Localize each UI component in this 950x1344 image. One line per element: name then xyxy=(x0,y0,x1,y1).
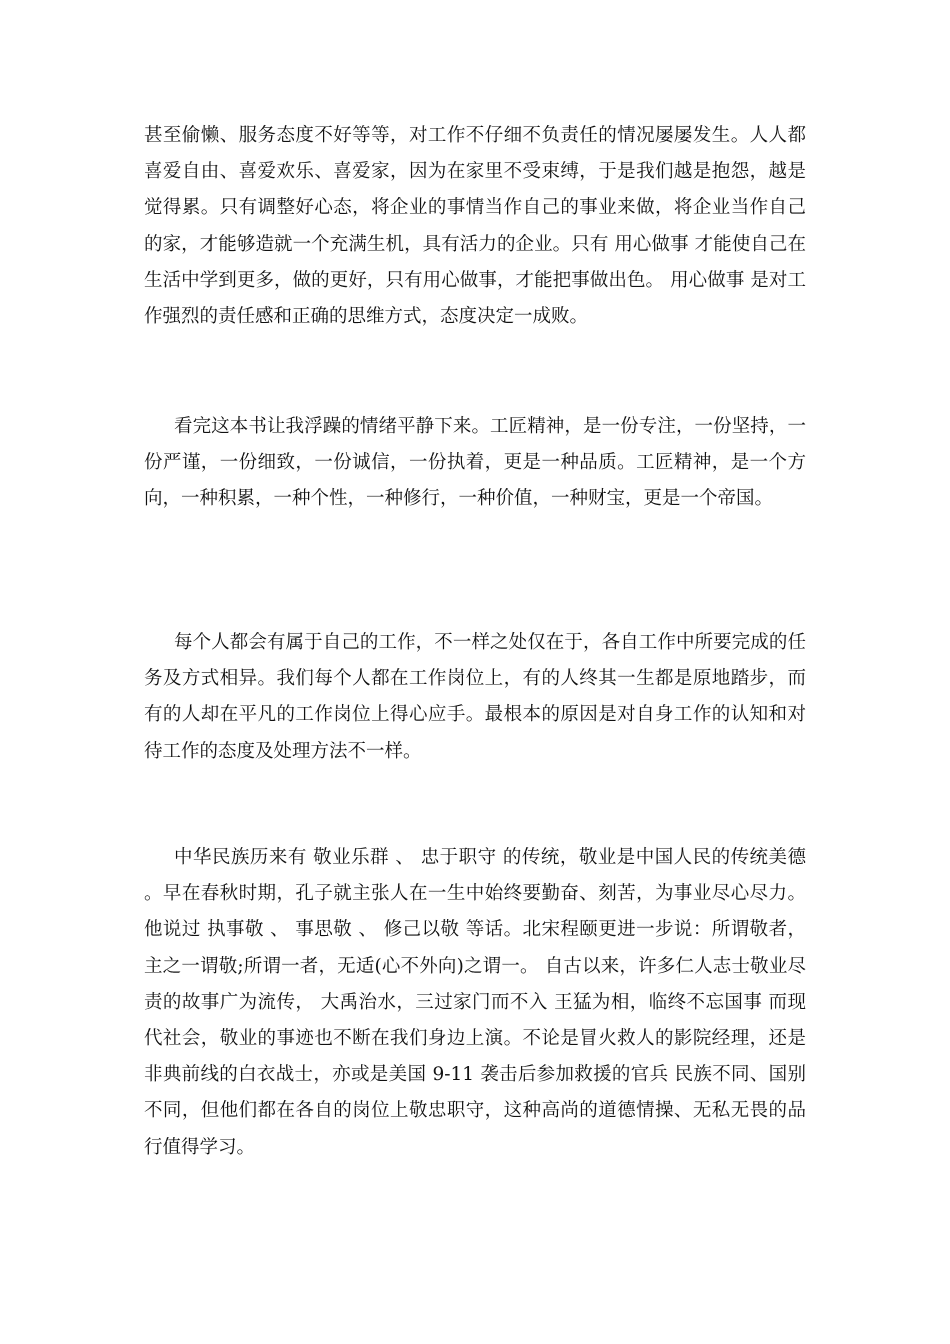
paragraph-3: 每个人都会有属于自己的工作，不一样之处仅在于，各自工作中所要完成的任务及方式相异。我们每个人都在工作岗位上，有的人终其一生都是原地踏步，而有的人却在平凡的工作岗位上得心应手。最根本的原因是对自身工作的认知和对待工作的态度及处理方法不一样。 xyxy=(144,632,806,762)
paragraph-1: 甚至偷懒、服务态度不好等等，对工作不仔细不负责任的情况屡屡发生。人人都喜爱自由、喜爱欢乐、喜爱家，因为在家里不受束缚，于是我们越是抱怨，越是觉得累。只有调整好心态，将企业的事情当作自己的事业来做，将企业当作自己的家，才能够造就一个充满生机，具有活力的企业。只有 用心做事 才能使自己在生活中学到更多，做的更好，只有用心做事，才能把事做出色。 用心做事 是对工作强烈的责任感和正确的思维方式，态度决定一成败。 xyxy=(144,125,806,328)
paragraph-2: 看完这本书让我浮躁的情绪平静下来。工匠精神，是一份专注，一份坚持，一份严谨，一份细致，一份诚信，一份执着，更是一种品质。工匠精神，是一个方向，一种积累，一种个性，一种修行，一种价值，一种财宝，更是一个帝国。 xyxy=(144,416,806,510)
paragraph-4: 中华民族历来有 敬业乐群 、 忠于职守 的传统，敬业是中国人民的传统美德。早在春秋时期，孔子就主张人在一生中始终要勤奋、刻苦，为事业尽心尽力。他说过 执事敬 、 事思敬 、 修己以敬 等话。北宋程颐更进一步说：所谓敬者，主之一谓敬;所谓一者，无适(心不外向)之谓一。 自古以来，许多仁人志士敬业尽责的故事广为流传， 大禹治水，三过家门而不入 王猛为相，临终不忘国事 而现代社会，敬业的事迹也不断在我们身边上演。不论是冒火救人的影院经理，还是非典前线的白衣战士，亦或是美国 9-11 袭击后参加救援的官兵 民族不同、国别不同，但他们都在各自的岗位上敬忠职守，这种高尚的道德情操、无私无畏的品行值得学习。 xyxy=(144,847,806,1158)
